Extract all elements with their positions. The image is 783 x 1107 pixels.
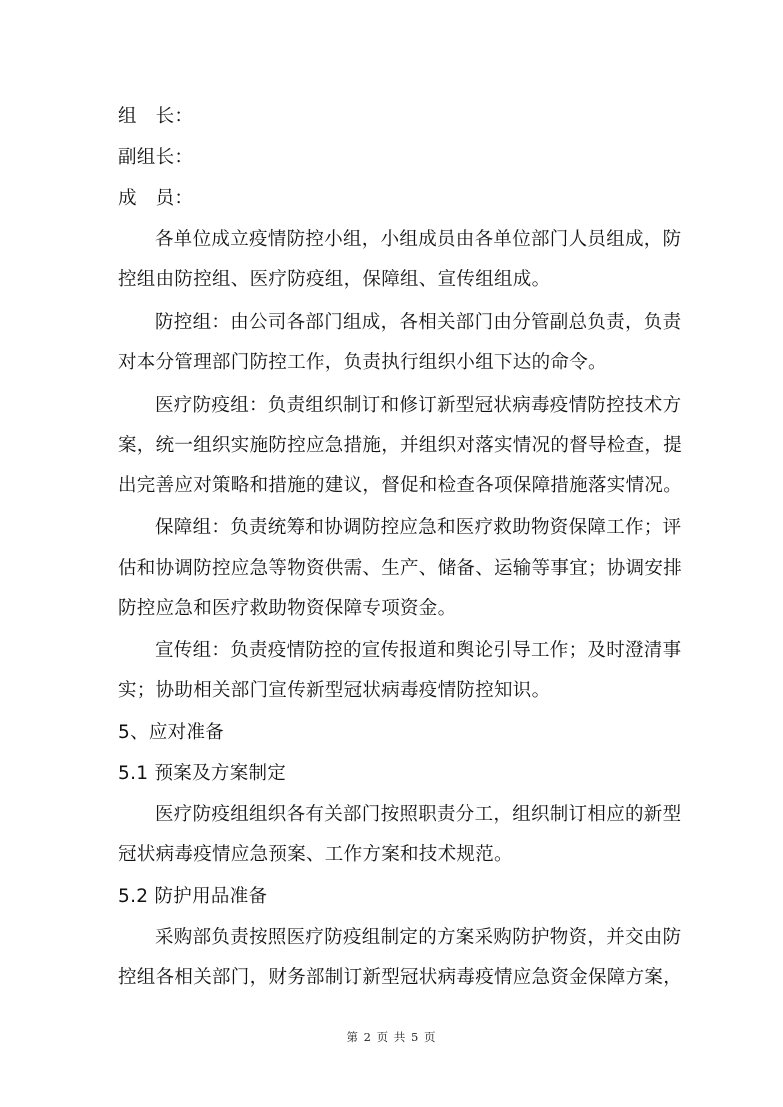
paragraph-line: 实；协助相关部门宣传新型冠状病毒疫情防控知识。 bbox=[118, 680, 551, 701]
paragraph-line: 采购部负责按照医疗防疫组制定的方案采购防护物资，并交由防 bbox=[155, 927, 682, 948]
members-label: 成 员： bbox=[118, 188, 194, 209]
paragraph-line: 宣传组：负责疫情防控的宣传报道和舆论引导工作；及时澄清事 bbox=[155, 640, 682, 661]
paragraph-line: 保障组：负责统筹和协调防控应急和医疗救助物资保障工作；评 bbox=[155, 517, 682, 538]
paragraph-line: 估和协调防控应急等物资供需、生产、储备、运输等事宜；协调安排 bbox=[118, 558, 683, 579]
paragraph-line: 各单位成立疫情防控小组，小组成员由各单位部门人员组成，防 bbox=[155, 229, 682, 250]
paragraph-line: 出完善应对策略和措施的建议，督促和检查各项保障措施落实情况。 bbox=[118, 475, 683, 496]
paragraph-line: 医疗防疫组：负责组织制订和修订新型冠状病毒疫情防控技术方 bbox=[155, 395, 682, 416]
leader-label: 组 长： bbox=[118, 106, 194, 127]
subsection-heading: 5.1 预案及方案制定 bbox=[118, 763, 287, 784]
paragraph-line: 案，统一组织实施防控应急措施，并组织对落实情况的督导检查，提 bbox=[118, 435, 683, 456]
section-heading: 5、应对准备 bbox=[118, 722, 225, 743]
paragraph-line: 医疗防疫组组织各有关部门按照职责分工，组织制订相应的新型 bbox=[155, 804, 682, 825]
paragraph-line: 控组由防控组、医疗防疫组，保障组、宣传组组成。 bbox=[118, 269, 551, 290]
deputy-leader-label: 副组长： bbox=[118, 147, 194, 168]
paragraph-line: 防控应急和医疗救助物资保障专项资金。 bbox=[118, 598, 457, 619]
paragraph-line: 控组各相关部门，财务部制订新型冠状病毒疫情应急资金保障方案， bbox=[118, 967, 683, 988]
paragraph-line: 防控组：由公司各部门组成，各相关部门由分管副总负责，负责 bbox=[155, 312, 682, 333]
page-number: 第 2 页 共 5 页 bbox=[346, 1030, 437, 1044]
paragraph-line: 冠状病毒疫情应急预案、工作方案和技术规范。 bbox=[118, 844, 513, 865]
subsection-heading: 5.2 防护用品准备 bbox=[118, 886, 268, 907]
paragraph-line: 对本分管理部门防控工作，负责执行组织小组下达的命令。 bbox=[118, 352, 607, 373]
